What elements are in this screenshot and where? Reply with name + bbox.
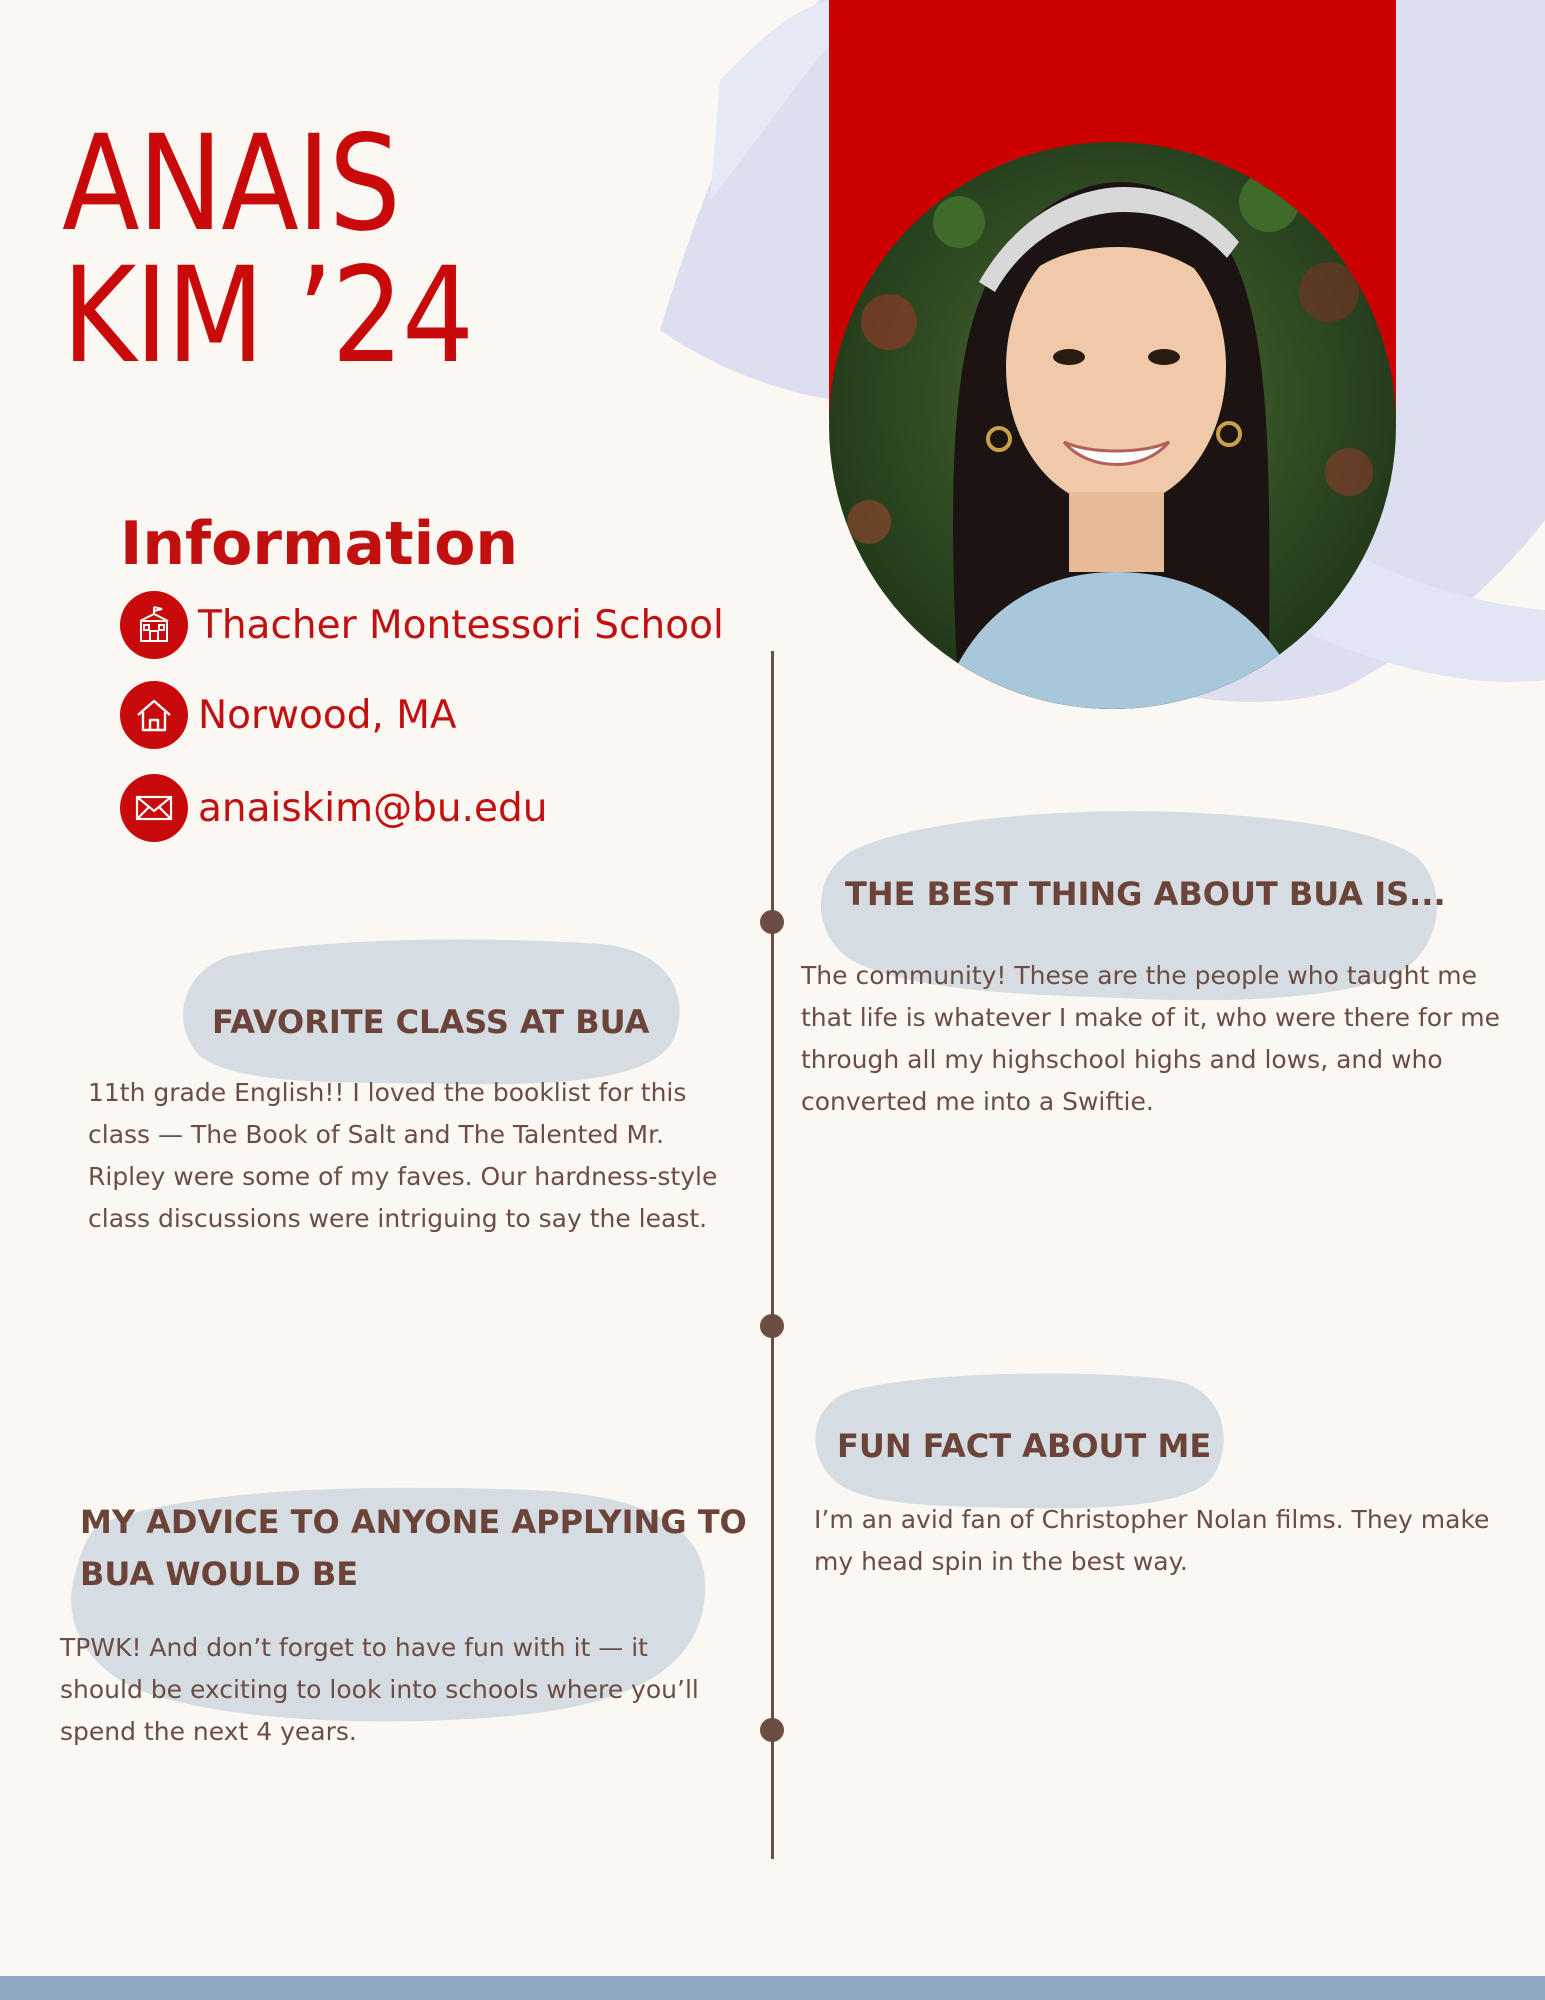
location-text: Norwood, MA	[198, 692, 457, 738]
footer-bar	[0, 1976, 1545, 2000]
favorite-class-body: 11th grade English!! I loved the booklist for this class — The Book of Salt and The Talented Mr. Ripley were some of my faves. Our hardness-style class discussions were intriguing to say the least.	[88, 1078, 718, 1233]
best-thing-body: The community! These are the people who taught me that life is whatever I make of it, who were there for me through all my highschool highs and lows, and who converted me into a Swiftie.	[801, 961, 1500, 1116]
timeline-line	[771, 651, 774, 1859]
info-row-location	[120, 680, 457, 750]
advice-body: TPWK! And don’t forget to have fun with it — it should be exciting to look into schools where you’ll spend the next 4 years.	[60, 1633, 699, 1746]
timeline-dot	[760, 1718, 784, 1742]
timeline-dot	[760, 1314, 784, 1338]
name-line-2: KIM ’24	[62, 239, 473, 393]
student-name	[62, 107, 544, 393]
timeline-dot	[760, 910, 784, 934]
school-icon	[120, 591, 188, 659]
home-icon	[120, 681, 188, 749]
information-title: Information	[120, 509, 519, 579]
portrait-photo	[829, 142, 1396, 709]
best-thing-heading: THE BEST THING ABOUT BUA IS...	[845, 875, 1446, 913]
info-row-school	[120, 590, 724, 660]
favorite-class-heading: FAVORITE CLASS AT BUA	[212, 1003, 650, 1041]
mail-icon	[120, 774, 188, 842]
advice-heading-line-2: BUA WOULD BE	[80, 1555, 359, 1593]
fun-fact-body: I’m an avid fan of Christopher Nolan films. They make my head spin in the best way.	[814, 1505, 1490, 1576]
school-name: Thacher Montessori School	[198, 602, 724, 648]
email-link[interactable]: anaiskim@bu.edu	[198, 785, 548, 831]
name-line-1: ANAIS	[62, 107, 400, 261]
info-row-email	[120, 773, 547, 843]
advice-heading	[80, 1496, 747, 1600]
fun-fact-heading: FUN FACT ABOUT ME	[837, 1427, 1212, 1465]
advice-heading-line-1: MY ADVICE TO ANYONE APPLYING TO	[80, 1503, 747, 1541]
